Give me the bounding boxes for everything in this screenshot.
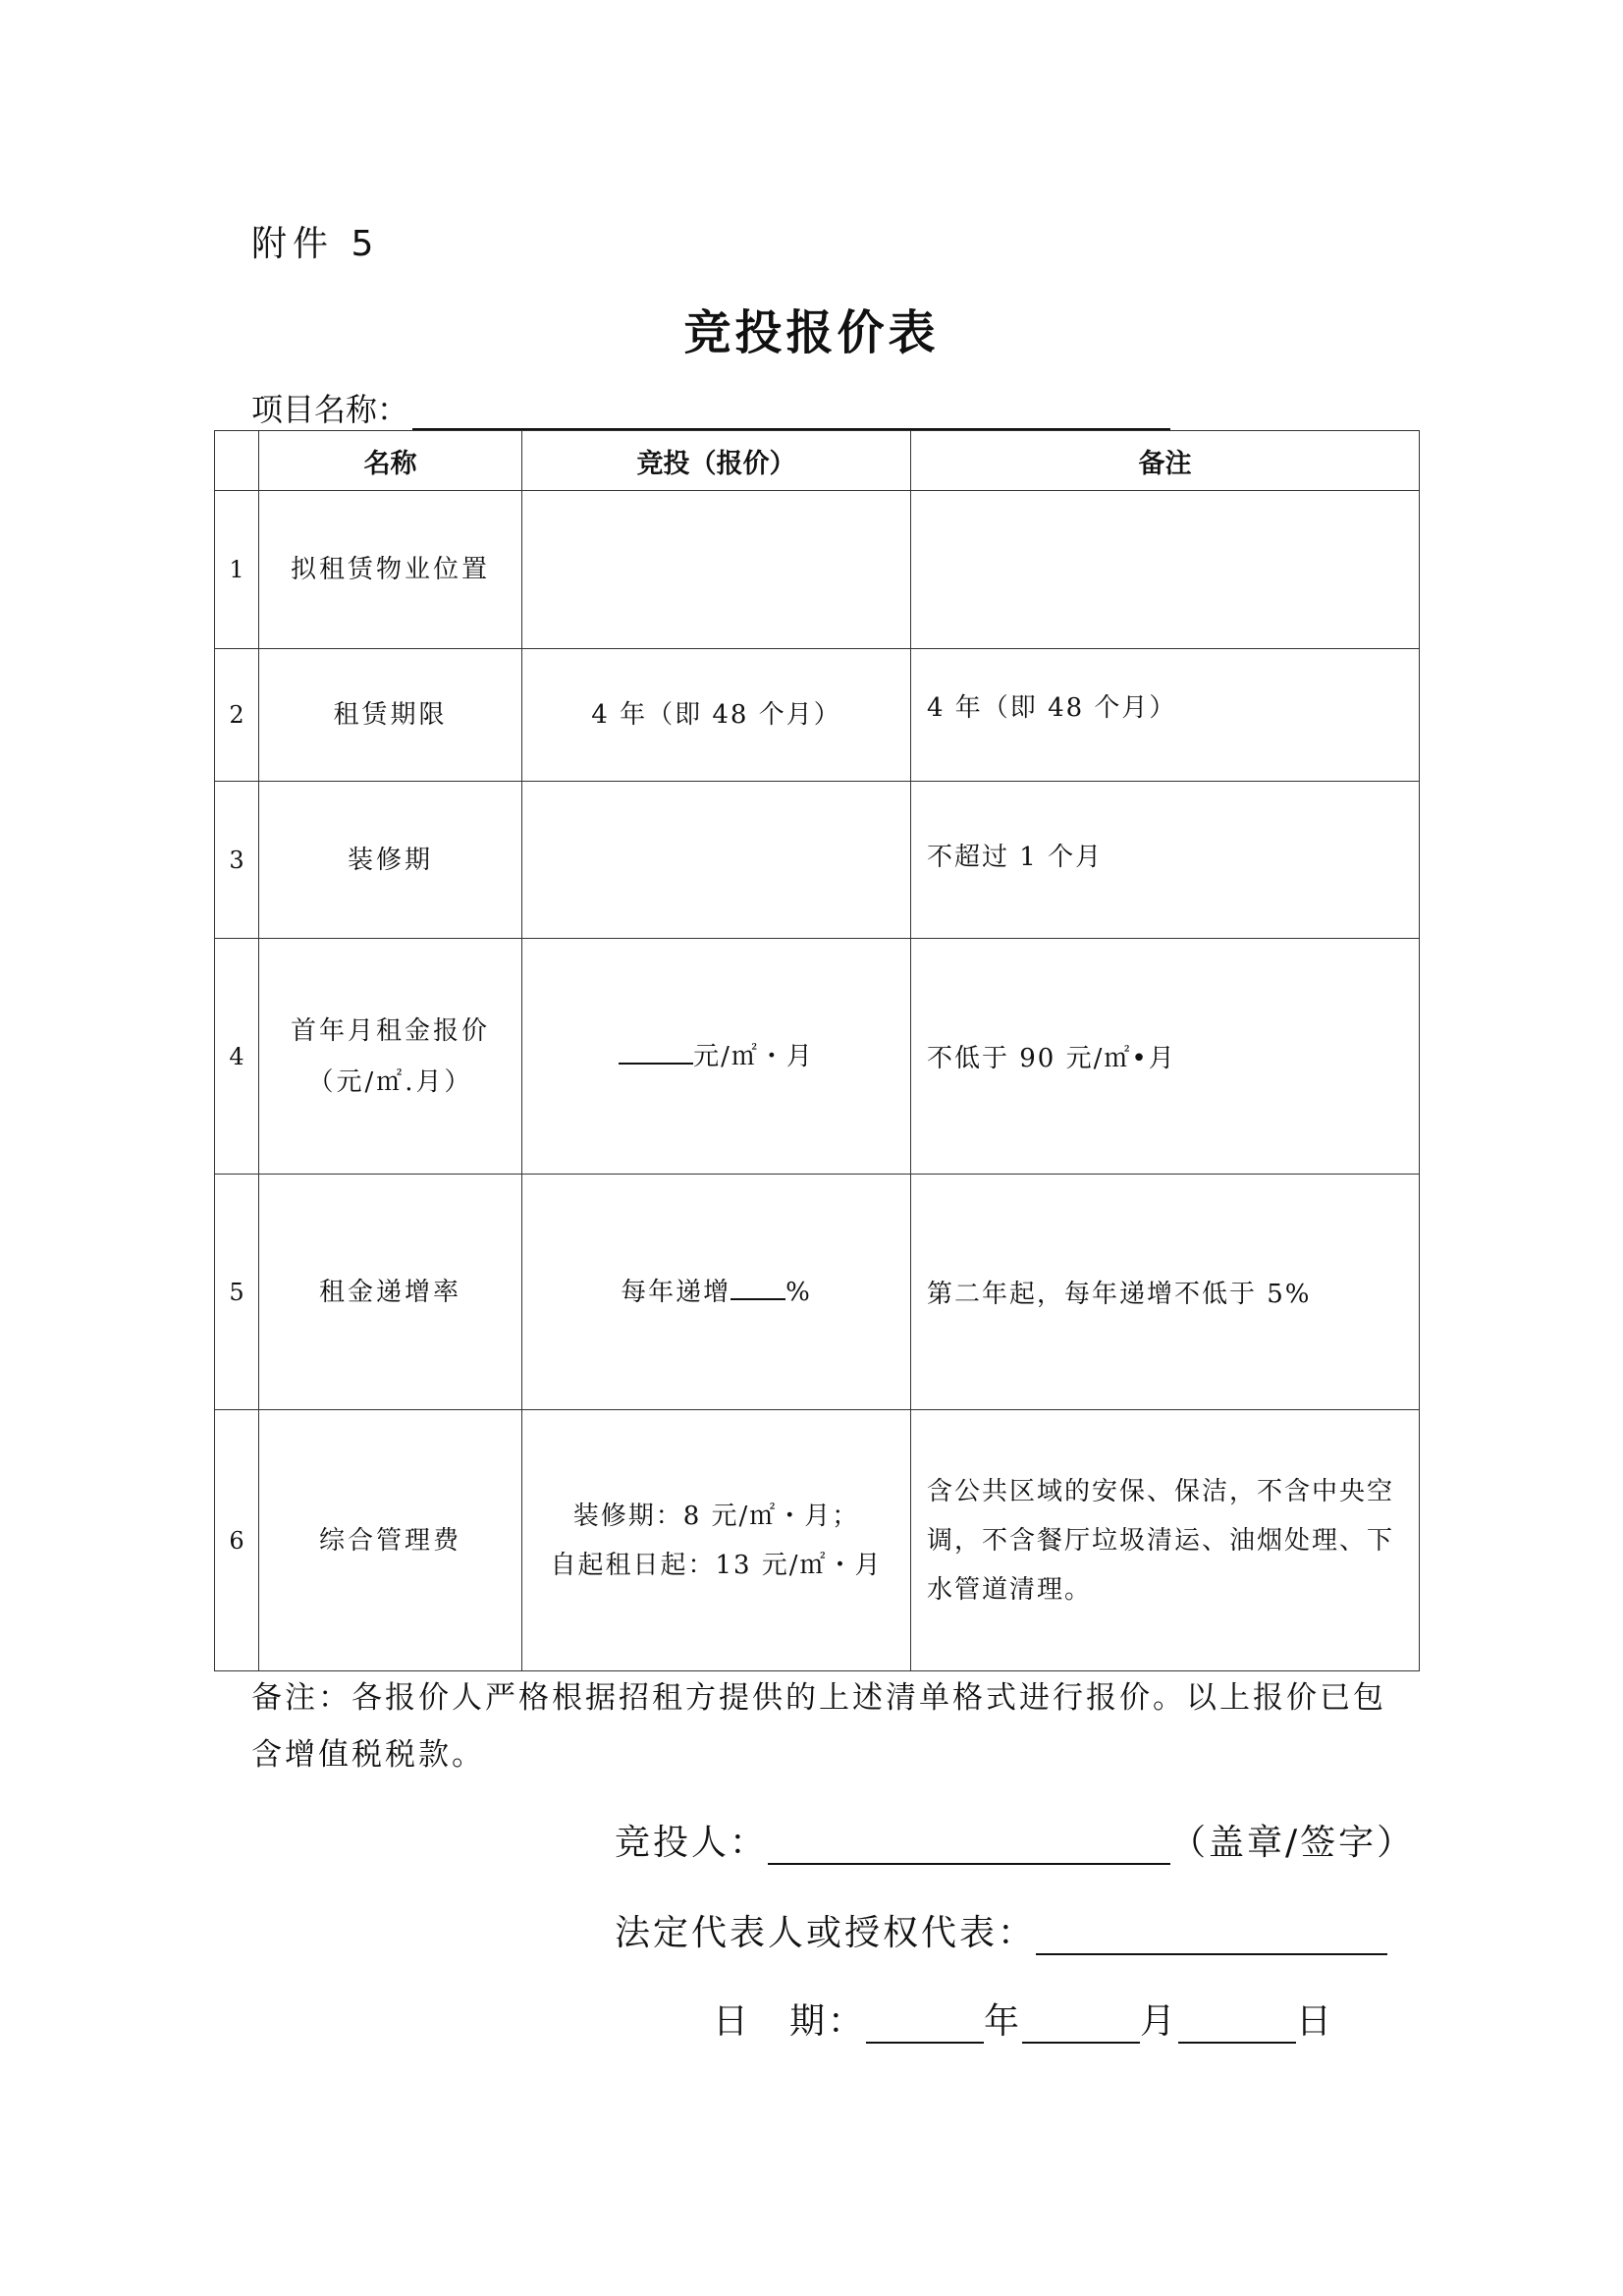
table-row	[215, 1175, 1420, 1410]
remark-text: 备注：各报价人严格根据招租方提供的上述清单格式进行报价。以上报价已包含增值税税款。	[251, 1680, 1386, 1773]
project-name-label: 项目名称：	[251, 391, 409, 428]
table-header-row	[215, 431, 1420, 491]
row-number: 1	[215, 491, 259, 649]
header-index	[215, 431, 259, 491]
bid-cell[interactable]	[522, 782, 911, 939]
row-number: 2	[215, 649, 259, 782]
year-blank[interactable]	[866, 2002, 984, 2044]
month-label: 月	[1140, 2001, 1179, 2042]
increase-blank[interactable]	[730, 1273, 785, 1300]
bid-cell	[522, 939, 911, 1175]
table-row	[215, 649, 1420, 782]
item-name: 拟租赁物业位置	[259, 491, 522, 649]
rent-blank[interactable]	[619, 1037, 693, 1065]
table-row	[215, 491, 1420, 649]
representative-blank[interactable]	[1036, 1914, 1387, 1955]
row-number: 5	[215, 1175, 259, 1410]
document-title: 竞投报价表	[683, 305, 940, 360]
day-label: 日	[1296, 2001, 1335, 2042]
item-name	[259, 939, 522, 1175]
item-name-line1: 首年月租金报价	[290, 1015, 490, 1046]
row-number: 3	[215, 782, 259, 939]
bid-cell	[522, 1410, 911, 1671]
bidder-label: 竞投人：	[615, 1823, 769, 1863]
year-label: 年	[984, 2001, 1023, 2042]
bid-unit: 元/㎡・月	[693, 1041, 814, 1071]
item-name: 租金递增率	[259, 1175, 522, 1410]
table-row	[215, 1410, 1420, 1671]
header-bid: 竞投（报价）	[522, 431, 911, 491]
header-name: 名称	[259, 431, 522, 491]
item-name-line2: （元/㎡.月）	[307, 1066, 473, 1097]
bid-prefix: 每年递增	[621, 1277, 731, 1307]
bid-cell: 4 年（即 48 个月）	[522, 649, 911, 782]
note-cell	[911, 491, 1420, 649]
attachment-label: 附件 5	[251, 224, 380, 264]
day-blank[interactable]	[1178, 2002, 1296, 2044]
note-cell: 不低于 90 元/㎡•月	[911, 939, 1420, 1175]
project-name-blank[interactable]	[412, 393, 1170, 430]
table-row	[215, 782, 1420, 939]
bidder-suffix: （盖章/签字）	[1170, 1823, 1416, 1863]
item-name: 租赁期限	[259, 649, 522, 782]
row-number: 6	[215, 1410, 259, 1671]
month-blank[interactable]	[1022, 2002, 1140, 2044]
date-row	[713, 1994, 1334, 2044]
bid-cell[interactable]	[522, 491, 911, 649]
representative-row	[615, 1905, 1387, 1955]
quote-table	[214, 430, 1420, 1671]
note-cell: 不超过 1 个月	[911, 782, 1420, 939]
project-name-row	[251, 385, 1170, 430]
bidder-signature-row	[615, 1815, 1415, 1865]
representative-label: 法定代表人或授权代表：	[615, 1913, 1037, 1953]
item-name: 综合管理费	[259, 1410, 522, 1671]
table-row	[215, 939, 1420, 1175]
bid-line1: 装修期：8 元/㎡・月；	[572, 1501, 860, 1531]
item-name: 装修期	[259, 782, 522, 939]
bid-line2: 自起租日起：13 元/㎡・月	[550, 1550, 883, 1580]
bid-cell	[522, 1175, 911, 1410]
note-cell: 4 年（即 48 个月）	[911, 649, 1420, 782]
note-cell: 第二年起，每年递增不低于 5%	[911, 1175, 1420, 1410]
row-number: 4	[215, 939, 259, 1175]
header-note: 备注	[911, 431, 1420, 491]
note-cell: 含公共区域的安保、保洁，不含中央空调，不含餐厅垃圾清运、油烟处理、下水管道清理。	[911, 1410, 1420, 1671]
date-label: 日 期：	[713, 2001, 867, 2042]
bid-unit: %	[785, 1277, 812, 1307]
bidder-blank[interactable]	[768, 1824, 1170, 1865]
